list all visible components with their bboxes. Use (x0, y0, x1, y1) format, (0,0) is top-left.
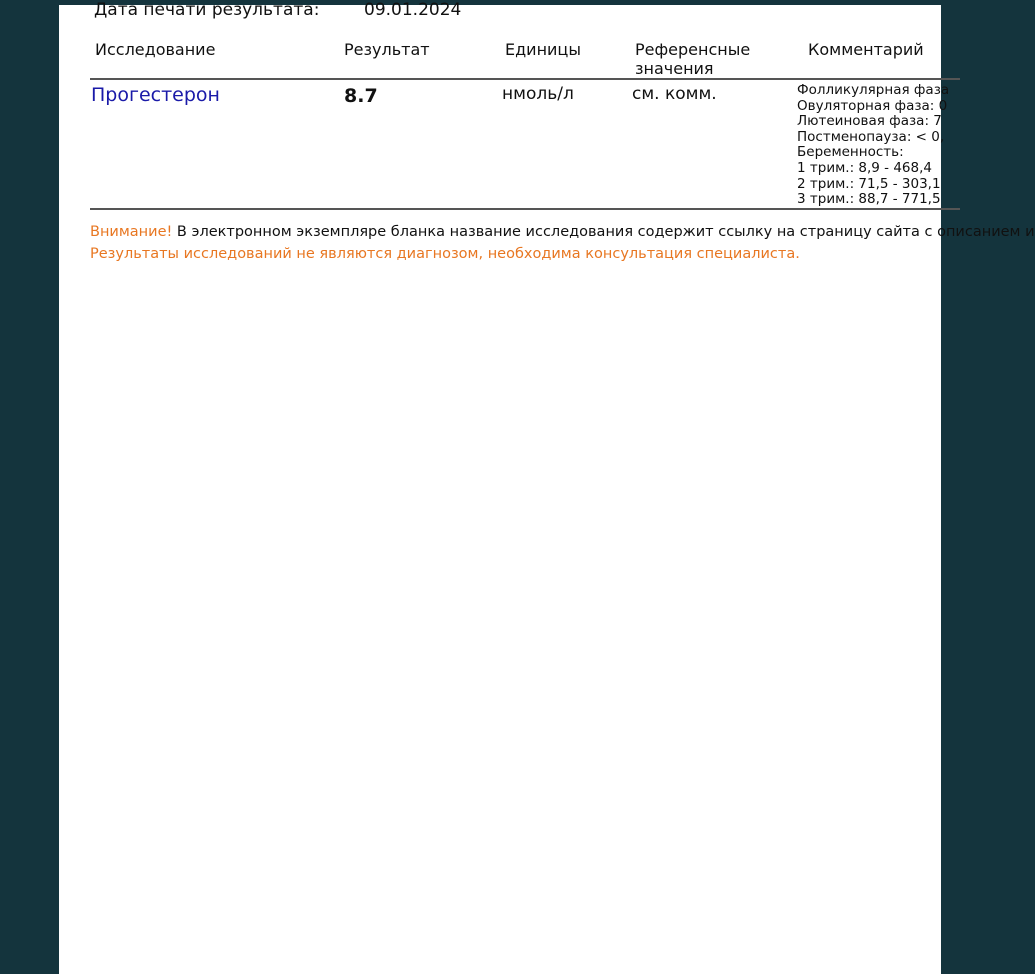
warning-label: Внимание! (90, 224, 173, 240)
comment-line: Лютеиновая фаза: 7 (797, 113, 942, 130)
header-reference-line2: значения (635, 59, 714, 78)
header-divider (90, 78, 960, 80)
print-date-label: Дата печати результата: (94, 0, 320, 20)
units-value: нмоль/л (502, 84, 574, 104)
comment-line: 1 трим.: 8,9 - 468,4 (797, 159, 932, 176)
reference-value: см. комм. (632, 84, 717, 104)
header-test: Исследование (95, 40, 216, 59)
comment-line: 3 трим.: 88,7 - 771,5 (797, 191, 941, 208)
comment-line: Фолликулярная фаза (797, 82, 950, 98)
comment-line: Постменопауза: < 0, (797, 128, 945, 145)
comment-line: Беременность: (797, 144, 904, 161)
comment-line: 2 трим.: 71,5 - 303,1 (797, 175, 941, 192)
notice-text: В электронном экземпляре бланка название исследования содержит ссылку на страницу сайта с описанием и (172, 224, 1035, 240)
result-value: 8.7 (344, 85, 378, 107)
disclaimer-text: Результаты исследований не являются диагнозом, необходима консультация специалиста. (90, 246, 800, 262)
header-reference-line1: Референсные (635, 40, 751, 59)
comment-block (797, 83, 949, 208)
notice-line (90, 224, 1035, 240)
header-result: Результат (344, 40, 430, 59)
header-reference (635, 40, 750, 78)
result-form-page (59, 0, 1035, 974)
header-units: Единицы (505, 40, 581, 59)
comment-line: Овуляторная фаза: 0 (797, 97, 948, 114)
header-comment: Комментарий (808, 40, 924, 59)
test-name-link[interactable]: Прогестерон (91, 84, 220, 106)
table-bottom-divider (90, 208, 960, 210)
print-date-value: 09.01.2024 (364, 0, 462, 20)
